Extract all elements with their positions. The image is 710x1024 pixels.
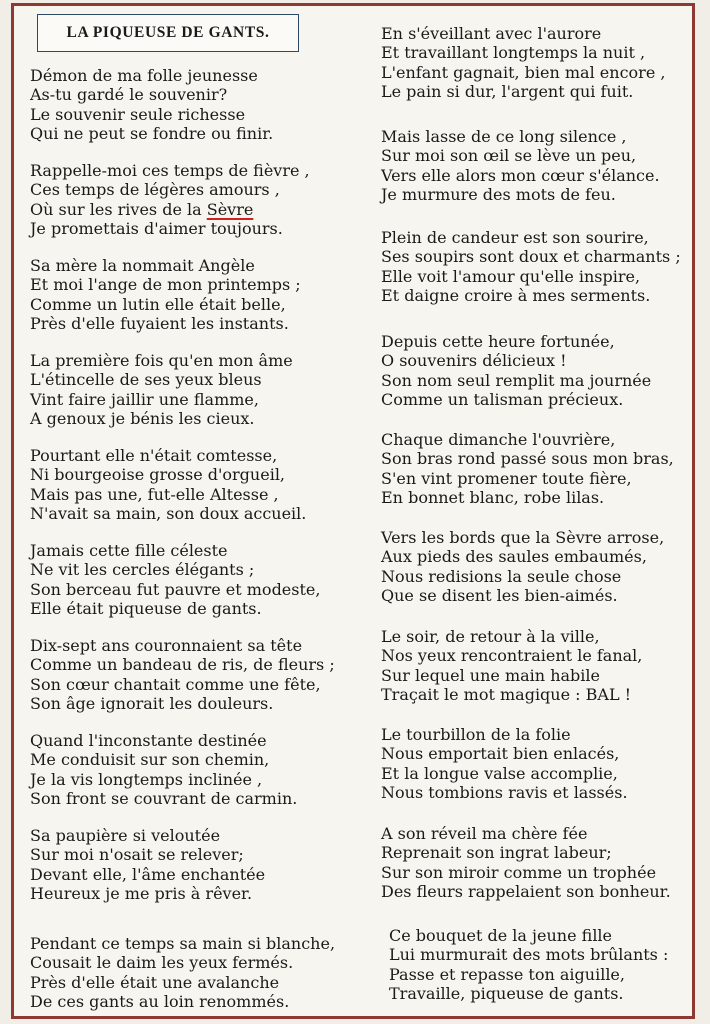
poem-page [11,3,695,1019]
verse-line: Heureux je me pris à rêver. [30,884,253,904]
verse-line: Et la longue valse accomplie, [381,763,618,783]
verse-line: Jamais cette fille céleste [30,541,228,560]
verse-line: A son réveil ma chère fée [381,824,588,843]
verse-line: Je promettais d'aimer toujours. [30,219,283,239]
verse-line: Sur son miroir comme un trophée [381,862,657,882]
stanza [381,332,651,410]
verse-line: Et travaillant longtemps la nuit , [381,43,646,63]
stanza [381,228,681,306]
verse-line: Ces temps de légères amours , [30,180,280,200]
verse-line: Vint faire jaillir une flamme, [30,389,259,409]
verse-line: Nous redisions la seule chose [381,566,622,586]
verse-line: Vers elle alors mon cœur s'élance. [381,165,660,185]
verse-line: De ces gants au loin renommés. [30,992,290,1012]
verse-line: Elle était piqueuse de gants. [30,599,262,619]
verse-line: Nos yeux rencontraient le fanal, [381,646,643,666]
poem-title: LA PIQUEUSE DE GANTS. [37,14,299,52]
stanza [381,127,660,205]
verse-line: Qui ne peut se fondre ou finir. [30,124,274,144]
stanza [381,24,665,102]
verse-line: Nous tombions ravis et lassés. [381,783,628,803]
verse-line: Rappelle-moi ces temps de fièvre , [30,161,310,180]
verse-line: Le pain si dur, l'argent qui fuit. [381,82,634,102]
verse-line: N'avait sa main, son doux accueil. [30,504,307,524]
verse-line: Pourtant elle n'était comtesse, [30,446,278,465]
verse-line: En s'éveillant avec l'aurore [381,24,602,43]
verse-line: Elle voit l'amour qu'elle inspire, [381,266,641,286]
verse-line: Chaque dimanche l'ouvrière, [381,430,616,449]
verse-line: Depuis cette heure fortunée, [381,332,615,351]
stanza [30,446,306,524]
verse-line: L'enfant gagnait, bien mal encore , [381,62,666,82]
verse-line: Plein de candeur est son sourire, [381,228,649,247]
verse-line: Reprenait son ingrat labeur; [381,843,612,863]
stanza [30,541,320,619]
verse-line: Comme un lutin elle était belle, [30,294,286,314]
stanza [30,256,301,334]
verse-line: En bonnet blanc, robe lilas. [381,488,605,508]
verse-line: Son âge ignorait les douleurs. [30,694,274,714]
stanza [381,725,628,803]
stanza [381,430,674,508]
verse-line: Près d'elle était une avalanche [30,972,280,992]
stanza [30,934,335,1012]
stanza [30,731,297,809]
verse-line: Le tourbillon de la folie [381,725,571,744]
underlined-word: Sèvre [206,199,254,219]
stanza [381,627,642,705]
verse-line: Sur moi son œil se lève un peu, [381,146,637,166]
stanza [30,351,293,429]
verse-line: Son nom seul remplit ma journée [381,370,652,390]
verse-line: Travaille, piqueuse de gants. [389,984,624,1004]
verse-line: Ni bourgeoise grosse d'orgueil, [30,465,286,485]
verse-line: Comme un bandeau de ris, de fleurs ; [30,655,335,675]
stanza [30,636,335,714]
verse-line: Traçait le mot magique : BAL ! [381,685,632,705]
verse-line: Lui murmurait des mots brûlants : [389,945,669,965]
verse-line: Son bras rond passé sous mon bras, [381,449,674,469]
verse-line: Sur lequel une main habile [381,665,600,685]
verse-line: Je murmure des mots de feu. [381,185,616,205]
verse-line: Je la vis longtemps inclinée , [30,769,263,789]
verse-line: Mais pas une, fut-elle Altesse , [30,484,279,504]
stanza [381,824,671,902]
verse-line: Où sur les rives de la Sèvre [30,199,254,219]
verse-line: Passe et repasse ton aiguille, [389,964,625,984]
verse-line: Sa mère la nommait Angèle [30,256,255,275]
verse-line: A genoux je bénis les cieux. [30,409,255,429]
stanza [381,528,664,606]
verse-line: Cousait le daim les yeux fermés. [30,953,294,973]
verse-line: As-tu gardé le souvenir? [30,85,228,105]
verse-line: Ne vit les cercles élégants ; [30,560,255,580]
stanza [30,826,265,904]
verse-line: Son berceau fut pauvre et modeste, [30,579,321,599]
verse-line: Des fleurs rappelaient son bonheur. [381,882,671,902]
verse-line: Quand l'inconstante destinée [30,731,267,750]
verse-line: Aux pieds des saules embaumés, [381,547,647,567]
verse-line: Sa paupière si veloutée [30,826,221,845]
verse-line: Le souvenir seule richesse [30,104,246,124]
verse-line: Ses soupirs sont doux et charmants ; [381,247,681,267]
verse-line: Et daigne croire à mes serments. [381,286,651,306]
verse-line: Et moi l'ange de mon printemps ; [30,275,301,295]
stanza [30,66,273,144]
verse-line: L'étincelle de ses yeux bleus [30,370,262,390]
stanza [389,926,668,1004]
verse-line: Près d'elle fuyaient les instants. [30,314,289,334]
verse-line: Le soir, de retour à la ville, [381,627,600,646]
verse-line: La première fois qu'en mon âme [30,351,293,370]
verse-line: Son cœur chantait comme une fête, [30,674,321,694]
verse-line: O souvenirs délicieux ! [381,351,567,371]
verse-line: Mais lasse de ce long silence , [381,127,627,146]
verse-line: Me conduisit sur son chemin, [30,750,270,770]
verse-line: Sur moi n'osait se relever; [30,845,244,865]
verse-line: Ce bouquet de la jeune fille [389,926,613,945]
verse-line: Démon de ma folle jeunesse [30,66,258,85]
verse-line: Que se disent les bien-aimés. [381,586,618,606]
stanza [30,161,310,239]
verse-line: Devant elle, l'âme enchantée [30,864,266,884]
verse-line: Nous emportait bien enlacés, [381,744,620,764]
verse-line: Comme un talisman précieux. [381,390,624,410]
verse-line: Dix-sept ans couronnaient sa tête [30,636,303,655]
verse-line: Vers les bords que la Sèvre arrose, [381,528,665,547]
verse-line: Pendant ce temps sa main si blanche, [30,934,336,953]
verse-line: S'en vint promener toute fière, [381,468,632,488]
verse-line: Son front se couvrant de carmin. [30,789,298,809]
